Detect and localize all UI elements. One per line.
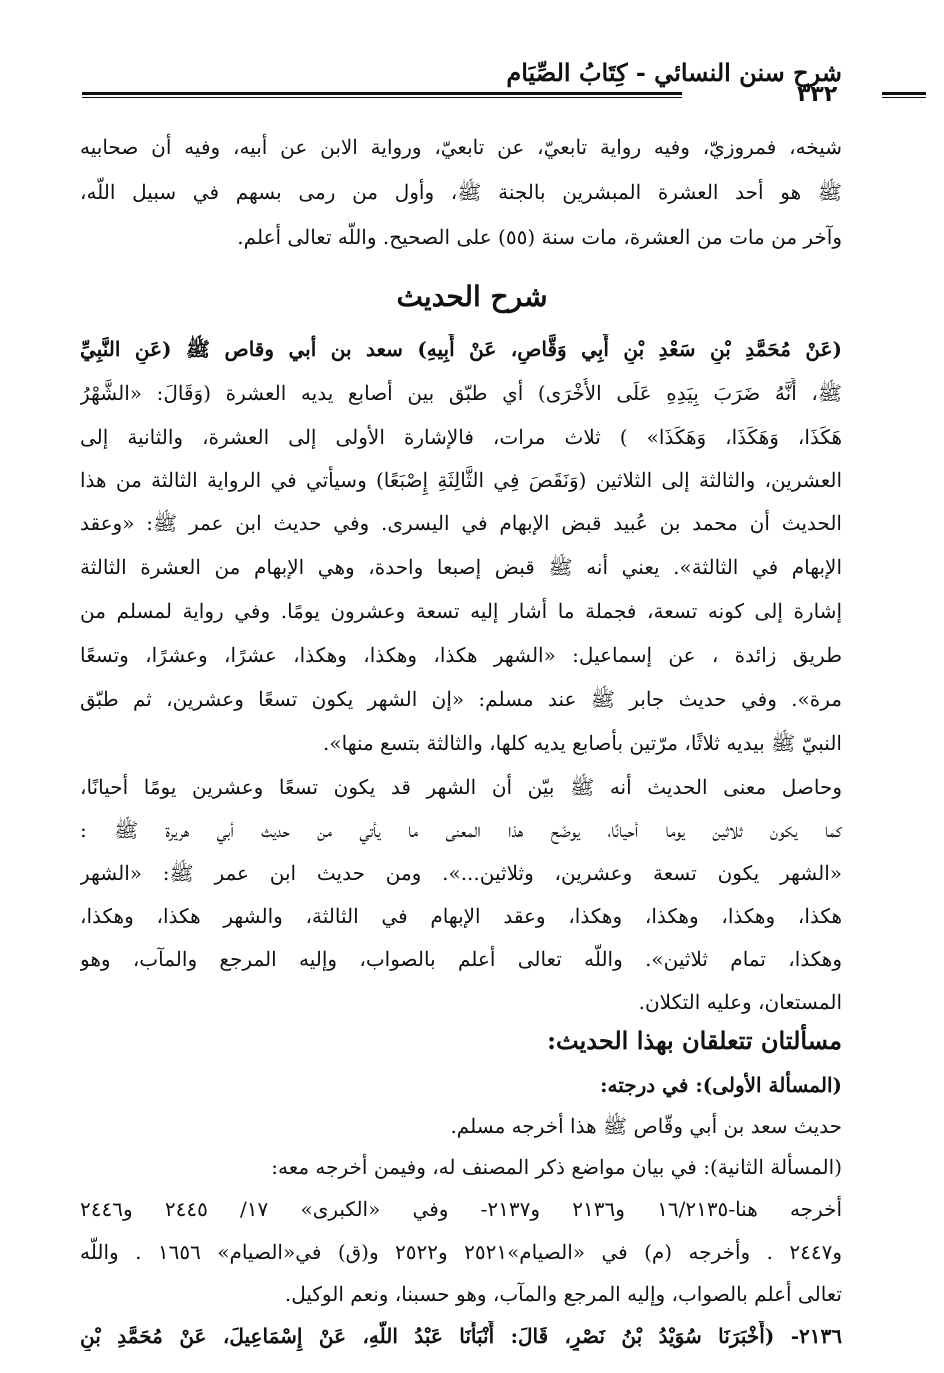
header-rule [82,92,682,98]
issue-line: حديث سعد بن أبي وقّاص ﷺ هذا أخرجه مسلم. [450,1114,842,1138]
issue-line: و٢٤٤٧ . وأخرجه (م) في «الصيام»٢٥٢١ و٢٥٢٢ و(ق) في«الصيام» ١٦٥٦ . واللَّه [80,1240,842,1264]
body-line: الحديث أن محمد بن عُبيد قبض الإبهام في اليسرى. وفي حديث ابن عمر ﷺ: «وعقد [80,511,842,535]
page-number: ٣٣٢ [797,82,838,107]
body-line: المستعان، وعليه التكلان. [638,990,842,1014]
page-number-rule [882,92,926,98]
body-line: (عَنْ مُحَمَّدِ بْنِ سَعْدِ بْنِ أَبِي وَقَّاصٍ، عَنْ أَبِيهِ) سعد بن أبي وقاص ﷺ (عَنِ النَّبِيِّ [80,337,842,361]
body-line: هَكَذَا، وَهَكَذَا، وَهَكَذَا» ) ثلاث مرات، فالإشارة الأولى إلى العشرة، والثانية إلى [80,425,842,449]
header-title: شرح سنن النسائي - كِتَابُ الصِّيَام [506,58,842,87]
issue-line: (المسألة الثانية): في بيان مواضع ذكر المصنف له، وفيمن أخرجه معه: [271,1155,842,1179]
intro-line: ﷺ هو أحد العشرة المبشرين بالجنة ﷺ، وأول من رمى بسهم في سبيل اللَّه، [80,180,842,204]
issue-line: تعالى أعلم بالصواب، وإليه المرجع والمآب، وهو حسبنا، ونعم الوكيل. [284,1282,842,1306]
body-line: العشرين، والثالثة إلى الثلاثين (وَنَقَصَ فِي الثَّالِثَةِ إِصْبَعًا) وسيأتي في الرواية الثالثة من هذا [80,468,842,492]
issues-heading: مسألتان تتعلقان بهذا الحديث: [547,1026,842,1055]
section-title: شرح الحديث [396,280,548,313]
body-line: وحاصل معنى الحديث أنه ﷺ بيّن أن الشهر قد يكون تسعًا وعشرين يومًا أحيانًا، [80,775,842,799]
issue-line: أخرجه هنا-١٦/٢١٣٥ و٢١٣٦ و٢١٣٧- وفي «الكبرى» ١٧/ ٢٤٤٥ و٢٤٤٦ [80,1197,842,1221]
body-line: مرة». وفي حديث جابر ﷺ عند مسلم: «إن الشهر يكون تسعًا وعشرين، ثم طبّق [80,687,842,711]
body-line: «الشهر يكون تسعة وعشرين، وثلاثين...». ومن حديث ابن عمر ﷺ: «الشهر [80,861,842,885]
body-line: هكذا، وهكذا، وهكذا، وهكذا، وعقد الإبهام في الثالثة، والشهر هكذا، وهكذا، [80,904,842,928]
hadith-2136-line: ٢١٣٦- (أَخْبَرَنَا سُوَيْدُ بْنُ نَصْرٍ، قَالَ: أَنْبَأَنَا عَبْدُ اللَّهِ، عَنْ إِسْمَاعِيلَ، عَنْ مُحَمَّدِ بْنِ [80,1324,842,1348]
body-line: كما يكون ثلاثين يوما أحيانًا، يوضّح هذا المعنى ما يأتي من حديث أبي هريرة ﷺ : [80,818,842,842]
intro-line: شيخه، فمروزيّ، وفيه رواية تابعيّ، عن تابعيّ، ورواية الابن عن أبيه، وفيه أن صحابيه [80,135,842,159]
running-header [82,58,842,118]
issue-line: (المسألة الأولى): في درجته: [600,1073,842,1097]
intro-line: وآخر من مات من العشرة، مات سنة (٥٥) على الصحيح. واللَّه تعالى أعلم. [237,225,842,249]
body-line: ﷺ، أَنَّهُ ضَرَبَ بِيَدِهِ عَلَى الأُخْرَى) أي طبّق بين أصابع يديه العشرة (وَقَالَ: «الشَّهْرُ [80,381,842,405]
body-line: الإبهام في الثالثة». يعني أنه ﷺ قبض إصبعا واحدة، وهي الإبهام من العشرة الثالثة [80,555,842,579]
body-line: طريق زائدة ، عن إسماعيل: «الشهر هكذا، وهكذا، وهكذا، عشرًا، وعشرًا، وتسعًا [80,643,842,667]
body-line: إشارة إلى كونه تسعة، فجملة ما أشار إليه تسعة وعشرون يومًا. وفي رواية لمسلم من [80,599,842,623]
body-line: وهكذا، تمام ثلاثين». واللَّه تعالى أعلم بالصواب، وإليه المرجع والمآب، وهو [80,947,842,971]
body-line: النبيّ ﷺ بيديه ثلاثًا، مرّتين بأصابع يديه كلها، والثالثة بتسع منها». [323,731,842,755]
